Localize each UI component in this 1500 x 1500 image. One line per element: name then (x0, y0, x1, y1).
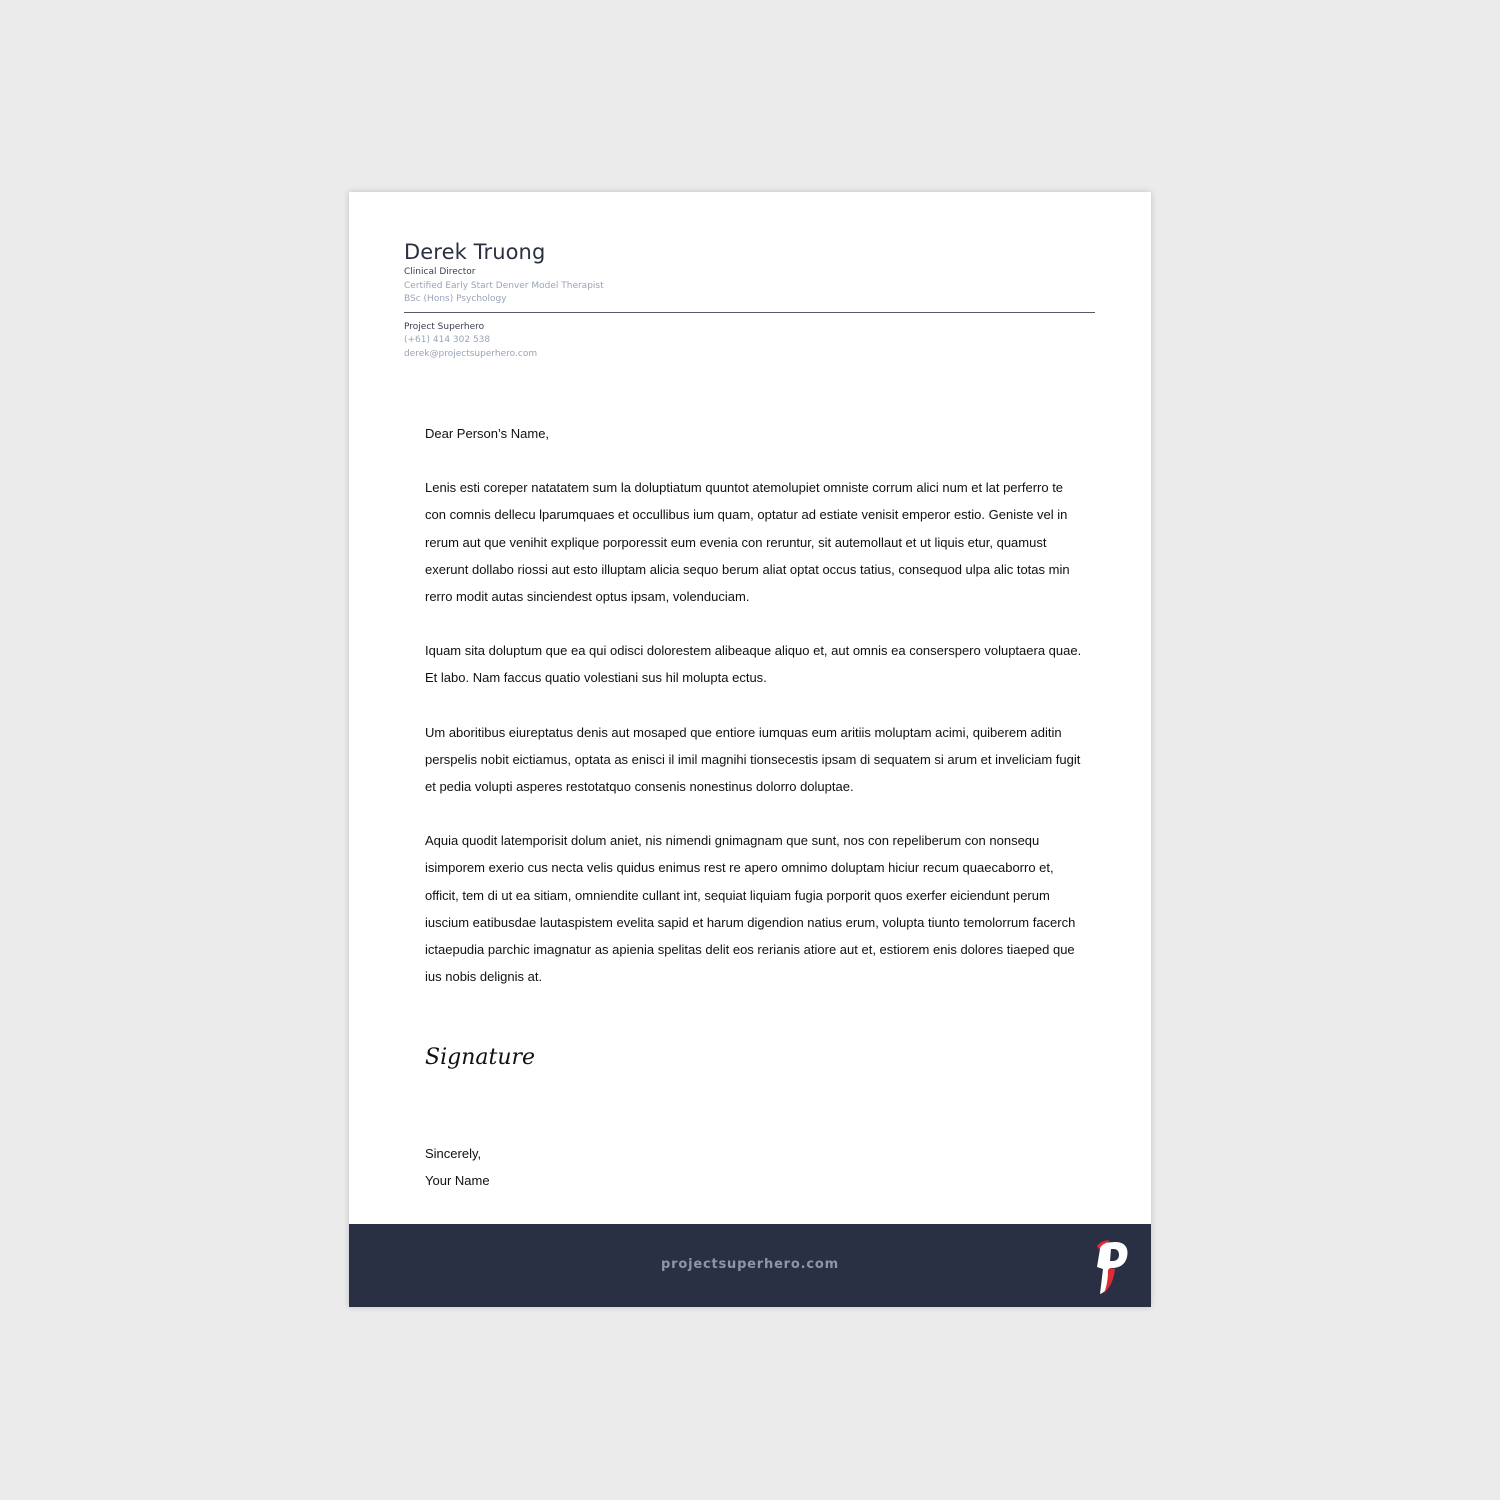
closing-block (425, 1140, 490, 1194)
organization-name: Project Superhero (404, 321, 485, 332)
sender-title: Clinical Director (404, 267, 476, 277)
closing-text: Sincerely, (425, 1146, 482, 1161)
project-superhero-p-logo-icon (1094, 1236, 1130, 1296)
sender-name: Derek Truong (404, 240, 546, 264)
signature: Signature (425, 1045, 536, 1070)
salutation: Dear Person’s Name, (425, 426, 550, 441)
sender-signoff-name: Your Name (425, 1173, 490, 1188)
sender-credential: Certified Early Start Denver Model Therapist (404, 280, 604, 291)
sender-credential: BSc (Hons) Psychology (404, 294, 507, 304)
footer-website: projectsuperhero.com (661, 1257, 839, 1272)
body-paragraph: Um aboritibus eiureptatus denis aut mosaped que entiore iumquas eum aritiis moluptam acimi, quiberem aditin perspelis nobit eictiamus, optata as enisci il imil magnihi tionsecestis ipsam di sequatem si arum et inveliciam fugit et pedia volupti asperes restotatquo consenis nonestinus dolorro doluptae. (425, 724, 1081, 795)
letter-body (425, 420, 1085, 1017)
email-address: derek@projectsuperhero.com (404, 348, 538, 359)
letterhead-page (349, 192, 1151, 1307)
header-divider (404, 312, 1095, 313)
body-paragraph: Iquam sita doluptum que ea qui odisci dolorestem alibeaque aliquo et, aut omnis ea conserspero voluptaera quae. Et labo. Nam faccus quatio volestiani sus hil molupta ectus. (425, 643, 1082, 686)
letterhead-header (404, 238, 1095, 361)
footer-bar (349, 1224, 1151, 1307)
phone-number: (+61) 414 302 538 (404, 335, 491, 345)
body-paragraph: Lenis esti coreper natatatem sum la doluptiatum quuntot atemolupiet omniste corrum alici num et lat perferro te con comnis dellecu lparumquaes et occullibus ium quam, optatur ad estiate venisit emperor estio. Geniste vel in rerum aut que venihit explique porporessit eum evenia con reruntur, sit autemollaut et ut liquis etur, quamust exerunt dollabo riossi aut esto illuptam alicia sequo berum aliat optat occus tatius, consequod ulpa alic totas min rerro modit autas sinciendest optus ipsam, volenduciam. (425, 480, 1070, 605)
body-paragraph: Aquia quodit latemporisit dolum aniet, nis nimendi gnimagnam que sunt, nos con repeliberum con nonsequ isimporem exerio cus necta velis quidus enimus rest re apero omnimo doluptam hiciur recum quaecaborro et, officit, tem di ut ea sitiam, omniendite cullant int, sequiat liquiam fugia porporit quos exerfer eiciendunt perum iuscium eatibusdae lautaspistem evelita sapid et harum digendion natius erum, volupta tiunto temolorrum facerch ictaepudia parchic imagnatur as apienia spelitas delit eos rerianis atiore aut et, estiorem enis dolores tiaeped que ius nobis delignis at. (425, 833, 1076, 985)
